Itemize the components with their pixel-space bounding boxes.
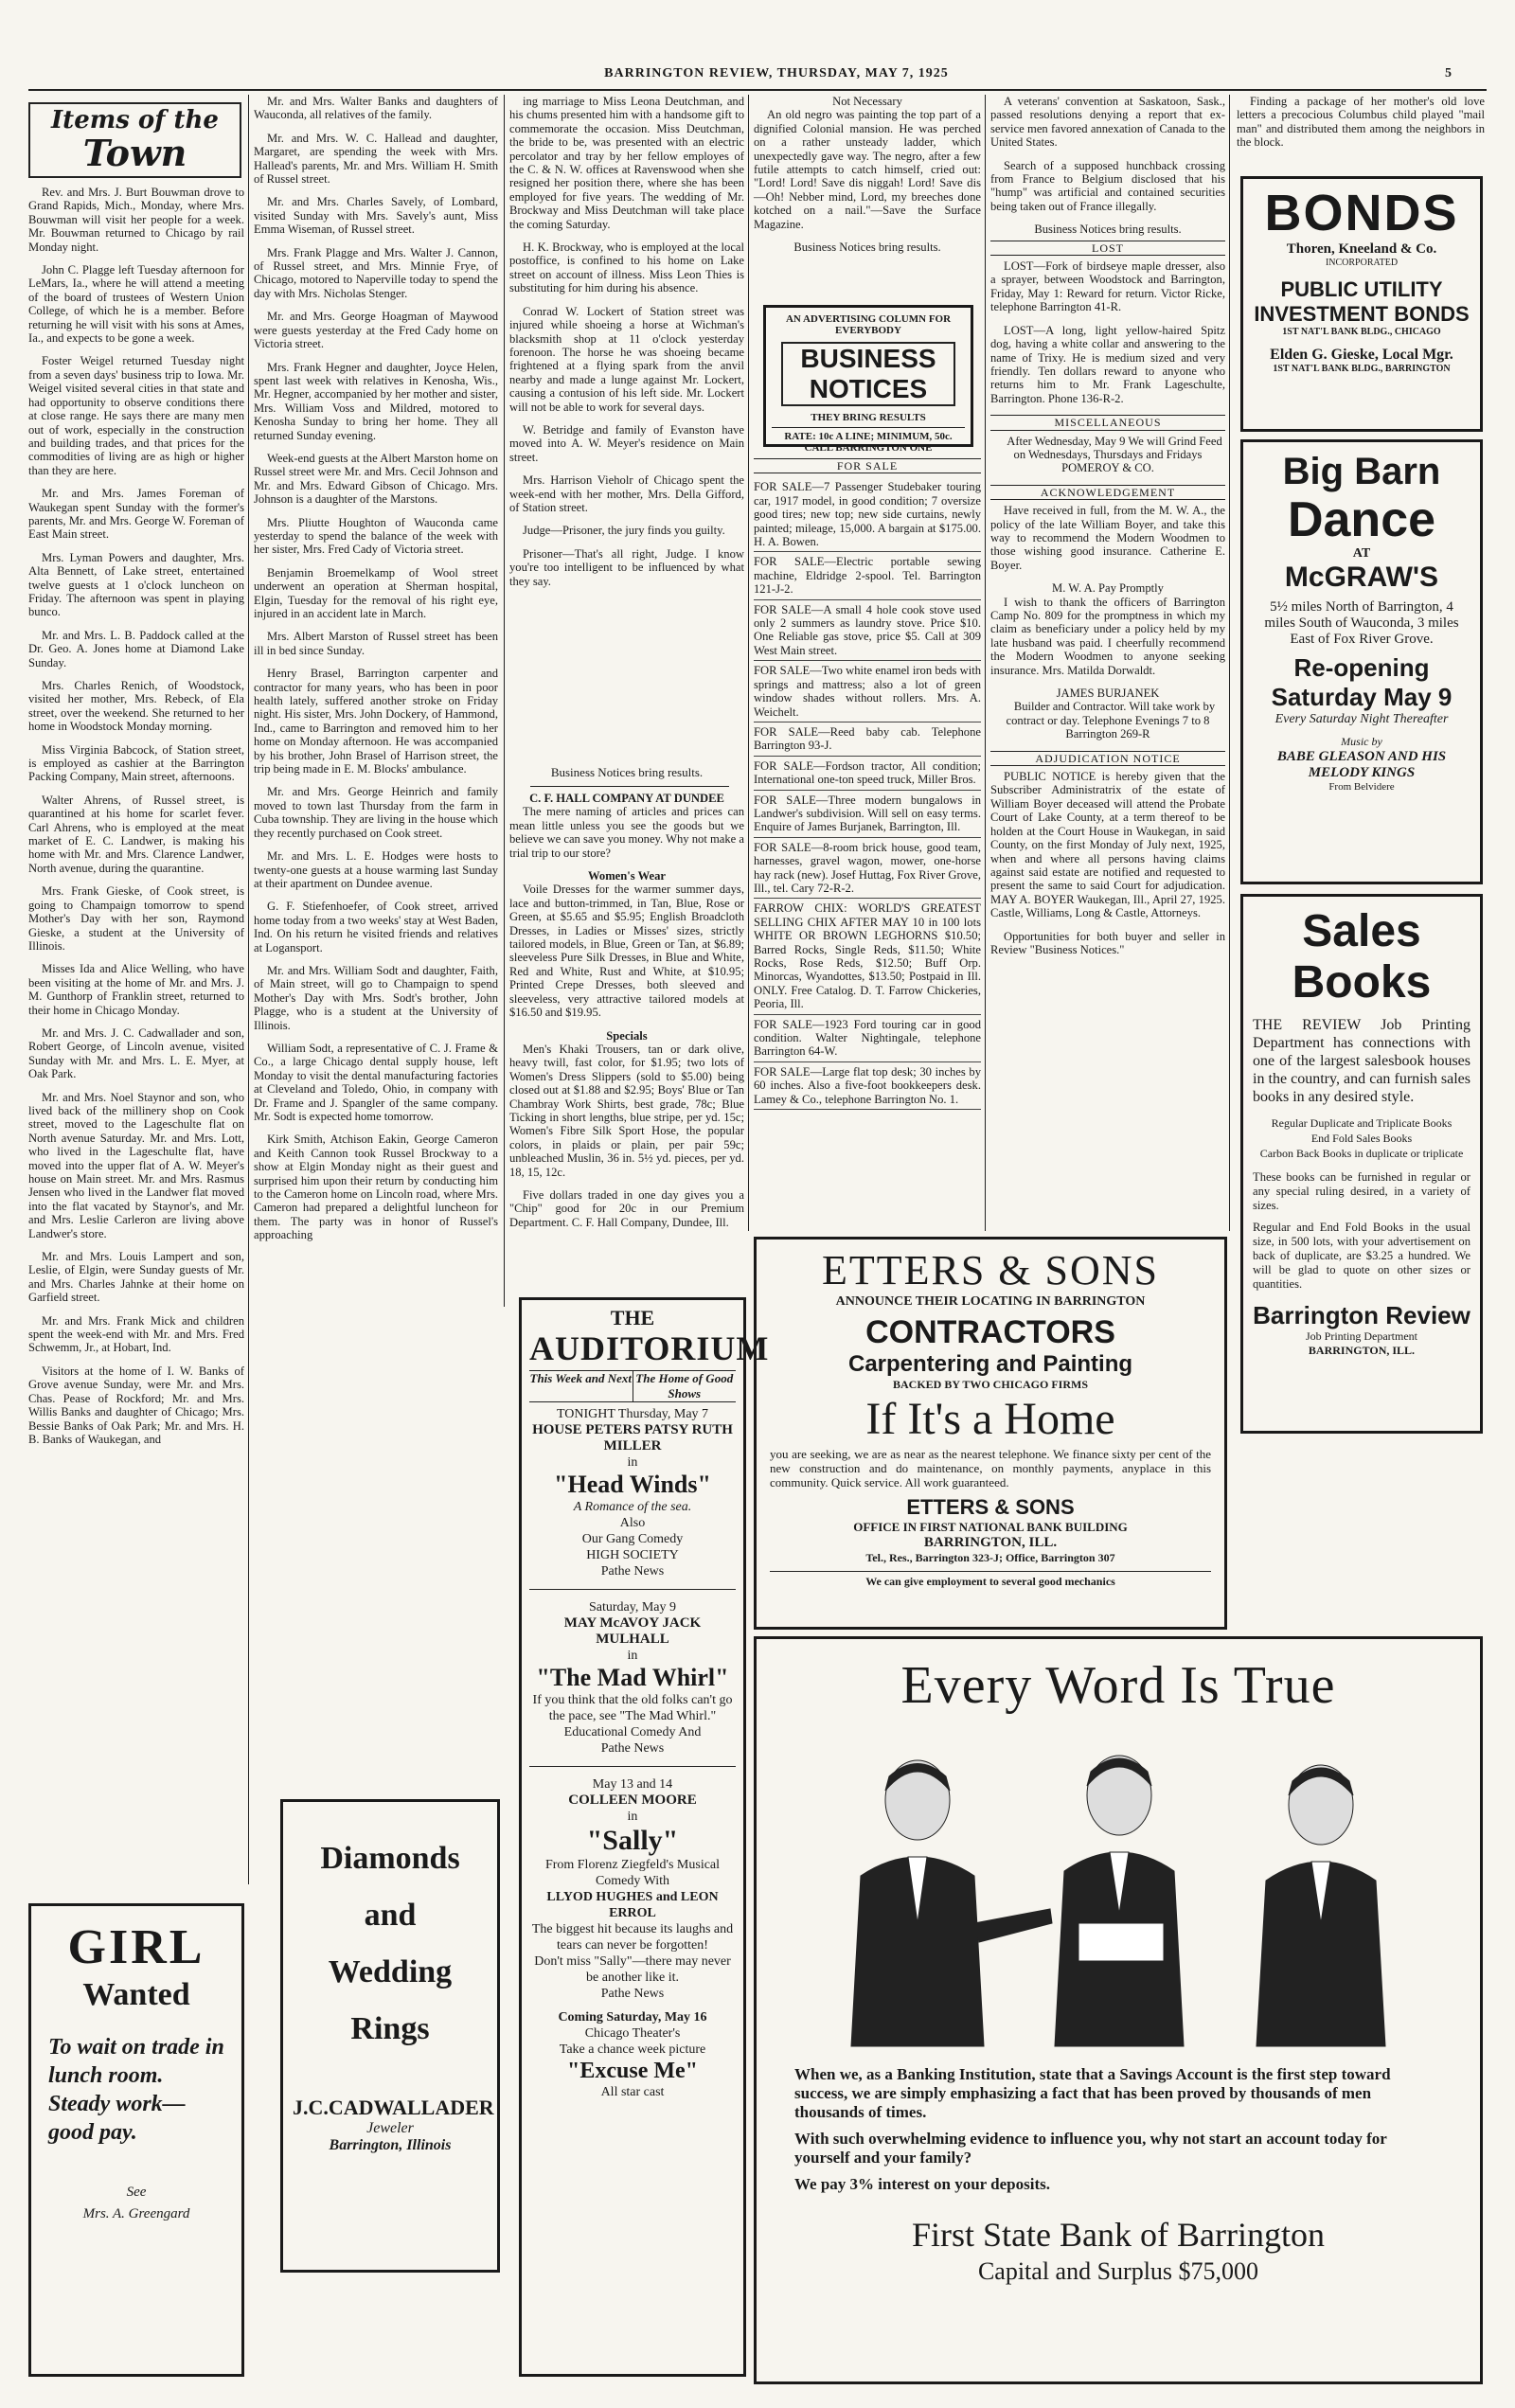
bank-p3: We pay 3% interest on your deposits. bbox=[794, 2175, 1050, 2193]
lost-item-2: LOST—A long, light yellow-haired Spitz dog, having a white collar and answering to the name of Trixy. He is medium sized and very friendly. Ten dollars reward to anyone who returns him to Mr. Frank Lageschulte, Barrington. Phone 136-R-2. bbox=[990, 323, 1225, 405]
page-number: 5 bbox=[1445, 66, 1453, 80]
specials-heading: Specials bbox=[606, 1028, 648, 1043]
town-item: John C. Plagge left Tuesday afternoon for LeMars, Ia., where he will attend a meeting of the board of trustees of Western Union College, of which he is a member. Before returning he will visit with his sons at Ames, Ia., and expects to be gone a week. bbox=[28, 263, 244, 346]
etters-announce: ANNOUNCE THEIR LOCATING IN BARRINGTON bbox=[835, 1294, 1146, 1309]
dance-line1: Big Barn bbox=[1282, 451, 1441, 492]
hall-title: C. F. HALL COMPANY AT DUNDEE bbox=[529, 792, 724, 805]
show-2-film: "The Mad Whirl" bbox=[536, 1664, 729, 1691]
burjanek-item: Builder and Contractor. Will take work by contract or day. Telephone Evenings 7 to 8 Barrington 269-R bbox=[1006, 700, 1216, 741]
col2-item: William Sodt, a representative of C. J. Frame & Co., a large Chicago dental supply house, left Monday to visit the dental manufacturing factories at Cleveland and Toledo, Ohio, in company with Dr. Frame and J. Spangler of the same company. Mr. Sodt is expected home tomorrow. bbox=[254, 1041, 498, 1123]
auditorium-tag1: This Week and Next bbox=[529, 1371, 633, 1401]
col2-item: Henry Brasel, Barrington carpenter and contractor for many years, who has been in poor health lately, suffered another stroke on Friday night. His sister, Mrs. John Dockery, of Hammond, Ind., came to Barrington and removed him to her home on Monday afternoon. He was accompanied by his brother, John Brasel of Harrison street, the trip being made in E. M. Blocks' ambulance. bbox=[254, 667, 498, 776]
hall-closing: Five dollars traded in one day gives you a "Chip" good for 20c in our Premium Department. C. F. Hall Company, Dundee, Ill. bbox=[509, 1187, 744, 1229]
etters-name2: ETTERS & SONS bbox=[906, 1495, 1075, 1519]
bonds-agent: Elden G. Gieske, Local Mgr. bbox=[1270, 347, 1453, 363]
dance-directions: 5½ miles North of Barrington, 4 miles South of Wauconda, 3 miles East of Fox River Grove. bbox=[1264, 599, 1459, 647]
dance-date: Saturday May 9 bbox=[1271, 683, 1453, 711]
show-2-desc: If you think that the old folks can't go the pace, see "The Mad Whirl." bbox=[532, 1693, 733, 1723]
for-sale-item: FOR SALE—Reed baby cab. Telephone Barrington 93-J. bbox=[754, 722, 981, 757]
bonds-title: BONDS bbox=[1264, 185, 1459, 241]
burjanek-heading: JAMES BURJANEK bbox=[1056, 687, 1160, 701]
show-3-dont: Don't miss "Sally"—there may never be another like it. bbox=[534, 1954, 731, 1985]
bonds-line1: PUBLIC UTILITY bbox=[1280, 277, 1443, 301]
ack-heading: ACKNOWLEDGEMENT bbox=[990, 485, 1225, 500]
show-2-when: Saturday, May 9 bbox=[588, 1600, 677, 1614]
for-sale-item: FOR SALE—Large flat top desk; 30 inches by 60 inches. Also a five-foot bookkeepers desk. Lamey & Co., telephone Barrington No. 1. bbox=[754, 1062, 981, 1110]
col3-item: ing marriage to Miss Leona Deutchman, and his chums presented him with a handsome gift to commemorate the occasion. Miss Deutchman, the bride to be, was presented with an electric percolator and tray by her fellow employes of the C. & N. W. offices at Ravenswood when she resigned her position there, where she has been employed for five years. The wedding of Mr. Brockway and Miss Deutchman will take place the coming Saturday. bbox=[509, 95, 744, 231]
town-item: Mr. and Mrs. L. B. Paddock called at the Dr. Geo. A. Jones home at Diamond Lake Sunday. bbox=[28, 628, 244, 669]
bonds-inc: INCORPORATED bbox=[1325, 258, 1399, 268]
bonds-address: 1ST NAT'L BANK BLDG., CHICAGO bbox=[1282, 327, 1441, 337]
dance-music: Music by bbox=[1341, 735, 1382, 748]
bonds-agent-address: 1ST NAT'L BANK BLDG., BARRINGTON bbox=[1273, 364, 1451, 374]
show-2-in: in bbox=[627, 1649, 638, 1663]
show-4-theater: Chicago Theater's bbox=[584, 2026, 681, 2041]
town-item: Mr. and Mrs. J. C. Cadwallader and son, Robert George, of Lincoln avenue, visited Sunday with Mr. and Mrs. L. E. Myer, at Oak Park. bbox=[28, 1026, 244, 1081]
show-3-cast: LLYOD HUGHES and LEON ERROL bbox=[546, 1890, 719, 1920]
ad-line-1: AN ADVERTISING COLUMN FOR EVERYBODY bbox=[785, 313, 952, 336]
adjudication-item: PUBLIC NOTICE is hereby given that the Subscriber Administratrix of the estate of William Boyer deceased will attend the Probate Court of Lake County, at a term thereof to be holden at the Court House in Waukegan, in said County, on the first Monday of July next, 1925, when and where all persons having claims against said estate are notified and requested to present the same to said Court for adjudication. MAY A. BOYER Waukegan, Ill., April 27, 1925. Castle, Williams, Long & Castle, Attorneys. bbox=[990, 770, 1225, 920]
col2-item: Mr. and Mrs. George Hoagman of Maywood were guests yesterday at the Fred Cady home on Victoria street. bbox=[254, 310, 498, 351]
etters-ad bbox=[754, 1237, 1227, 1630]
etters-tel: Tel., Res., Barrington 323-J; Office, Barrington 307 bbox=[865, 1551, 1115, 1564]
show-2 bbox=[529, 1599, 736, 1757]
hunchback-item: Search of a supposed hunchback crossing from France to Belgium disclosed that his "hump" was artificial and contained securities being taken out of France illegally. bbox=[990, 158, 1225, 213]
town-heading-line2: Town bbox=[82, 132, 187, 174]
girl-body: To wait on trade in lunch room. Steady work—good pay. bbox=[48, 2035, 224, 2145]
col2-item: Mrs. Frank Hegner and daughter, Joyce Helen, spent last week with relatives in Kenosha, Wis., Mr. Hegner, accompanied by her mother and sister, Mrs. William Voss and Mildred, motored to Kenosha Sunday to bring her home. They all returned Sunday evening. bbox=[254, 360, 498, 442]
town-item: Walter Ahrens, of Russel street, is quarantined at his home for scarlet fever. Carl Ahrens, who is employed at the meat market of E. C. Landwer, is making his home with Mr. and Mrs. Clarence Landwer, North avenue, during the quarantine. bbox=[28, 793, 244, 875]
for-sale-item: FOR SALE—Two white enamel iron beds with springs and mattress; also a lot of green window shades without rollers. Mrs. A. Weichelt. bbox=[754, 661, 981, 722]
masthead-title: BARRINGTON REVIEW, THURSDAY, MAY 7, 1925 bbox=[604, 66, 949, 80]
for-sale-item: FOR SALE—Fordson tractor, All condition; International one-ton speed truck, Miller Bros. bbox=[754, 757, 981, 791]
auditorium-tag2: The Home of Good Shows bbox=[635, 1371, 734, 1400]
sales-city: BARRINGTON, ILL. bbox=[1308, 1344, 1416, 1357]
town-item: Foster Weigel returned Tuesday night from a seven days' business trip to Iowa. Mr. Weigel visited several cities in that state and had opportunity to observe conditions there at close range. He says there are many men out of work, especially in the construction and building trades, and that prices for the commodities of living are as high or higher than they are here. bbox=[28, 354, 244, 477]
show-1-in: in bbox=[627, 1455, 638, 1470]
column-4-top bbox=[754, 95, 981, 298]
opportunities-note: Opportunities for both buyer and seller in Review "Business Notices." bbox=[990, 929, 1225, 956]
hall-womens-body: Voile Dresses for the warmer summer days, lace and button-trimmed, in Tan, Blue, Rose or Green, at $5.65 and $5.95; English Broadcloth Dresses, in Ladies or Misses' sizes, strictly tailored models, in Blue, Green or Tan, at $6.89; sleeveless Pure Silk Dresses, in Blue and White, Red and White, Rust and White, at $10.95; Printed Crepe Dresses, both sleeved and sleeveless, very attractive tailored models at $16.50 and $19.95. bbox=[509, 883, 744, 1020]
town-item: Misses Ida and Alice Welling, who have been visiting at the home of Mr. and Mrs. J. M. Gunthorp of Franklin street, returned to their home in Chicago Monday. bbox=[28, 962, 244, 1017]
adjudication-heading: ADJUDICATION NOTICE bbox=[990, 751, 1225, 766]
jeweler-role: Jeweler bbox=[366, 2120, 414, 2136]
town-item: Mr. and Mrs. James Foreman of Waukegan spent Sunday with the former's parents, Mr. and Mrs. George W. Foreman of East Main street. bbox=[28, 487, 244, 542]
diamonds-ad bbox=[280, 1799, 500, 2273]
business-notices-note-3: Business Notices bring results. bbox=[1034, 223, 1182, 237]
sales-line2: Books bbox=[1292, 957, 1432, 1008]
auditorium-name: AUDITORIUM bbox=[529, 1329, 770, 1367]
col2-item: Mr. and Mrs. George Heinrich and family moved to town last Thursday from the farm in Cuba township. They are living in the house which they recently purchased on Cook street. bbox=[254, 785, 498, 840]
col2-item: Mrs. Pliutte Houghton of Wauconda came yesterday to spend the balance of the week with her sister, Mrs. Fred Cady of Victoria street. bbox=[254, 515, 498, 557]
sales-line1: Sales bbox=[1302, 906, 1421, 956]
diamonds-line3: Wedding bbox=[328, 1954, 453, 1989]
town-item: Mr. and Mrs. Louis Lampert and son, Leslie, of Elgin, were Sunday guests of Mr. and Mrs. Charles Jahnke at their home on Garfield street. bbox=[28, 1250, 244, 1305]
town-item: Miss Virginia Babcock, of Station street, is employed as cashier at the Barrington Packing Company, Main street, afternoons. bbox=[28, 742, 244, 784]
hall-company-ad bbox=[509, 792, 744, 1303]
veterans-item: A veterans' convention at Saskatoon, Sask., passed resolutions denying a report that ex-service men favored annexation of Canada to the United States. bbox=[990, 95, 1225, 150]
etters-backed: BACKED BY TWO CHICAGO FIRMS bbox=[892, 1378, 1089, 1391]
bonds-ad bbox=[1240, 176, 1483, 432]
etters-body: you are seeking, we are as near as the nearest telephone. We finance sixty per cent of the new construction and do maintenance, on monthly payments, anyplace in this community. Quick service. All work guaranteed. bbox=[770, 1447, 1211, 1489]
town-item: Visitors at the home of I. W. Banks of Grove avenue Sunday, were Mr. and Mrs. Chas. Pease of Rockford; Mr. and Mrs. Willis Banks and daughter of Chicago; Mrs. Bessie Banks of Oak Park; Mr. and Mrs. H. B. Banks of Waukegan, and bbox=[28, 1364, 244, 1446]
col2-item: Mr. and Mrs. Walter Banks and daughters of Wauconda, all relatives of the family. bbox=[254, 95, 498, 122]
diamonds-line4: Rings bbox=[350, 2011, 430, 2046]
town-news-column bbox=[28, 186, 244, 1895]
column-5 bbox=[990, 95, 1225, 1236]
sales-dept: Job Printing Department bbox=[1306, 1329, 1417, 1343]
show-3-star: COLLEEN MOORE bbox=[568, 1793, 697, 1808]
col3-item: W. Betridge and family of Evanston have moved into A. W. Meyer's residence on Main street. bbox=[509, 422, 744, 464]
dance-every: Every Saturday Night Thereafter bbox=[1274, 712, 1449, 726]
col2-item: Mr. and Mrs. Charles Savely, of Lombard, visited Sunday with Mrs. Savely's aunt, Miss Emma Wiseman, of Russel street. bbox=[254, 195, 498, 237]
misc-heading: MISCELLANEOUS bbox=[990, 415, 1225, 430]
mwa-heading: M. W. A. Pay Promptly bbox=[1052, 581, 1164, 596]
town-item: Rev. and Mrs. J. Burt Bouwman drove to Grand Rapids, Mich., Monday, where Mrs. Bouwman will visit her people for a week. Mr. Bouwman returned to Chicago by rail Monday night. bbox=[28, 186, 244, 254]
sales-p3: Regular and End Fold Books in the usual size, in 500 lots, with your advertisement on back of duplicate, are $3.25 a hundred. We will be glad to quote on other sizes or quantities. bbox=[1253, 1221, 1470, 1291]
col2-item: Mr. and Mrs. W. C. Hallead and daughter, Margaret, are spending the week with Mrs. Hallead's parents, Mr. and Mrs. William H. Smith of Russel street. bbox=[254, 131, 498, 187]
show-1-film: "Head Winds" bbox=[554, 1471, 711, 1498]
womens-wear-heading: Women's Wear bbox=[588, 869, 666, 883]
etters-title: ETTERS & SONS bbox=[821, 1247, 1160, 1293]
sales-kind: End Fold Sales Books bbox=[1310, 1132, 1413, 1145]
not-necessary-heading: Not Necessary bbox=[832, 95, 902, 108]
hall-specials-body: Men's Khaki Trousers, tan or dark olive, heavy twill, fast color, for $1.95; two lots of Women's Dress Slippers (sold to $5.00) being closed out at $1.88 and $2.95; Boys' Blue or Tan Chambray Work Shirts, best grade, 78c; Blue Ticking in short lengths, blue stripe, per yd. 15c; Women's Fibre Silk Sport Hose, the popular colors, in plaids or plain, per pair 59c; unbleached Muslin, 36 in. 5½ yd. pieces, per yd. 18, 15, 12c. bbox=[509, 1042, 744, 1179]
show-2-stars: MAY McAVOY JACK MULHALL bbox=[563, 1615, 702, 1647]
show-1-desc: A Romance of the sea. bbox=[573, 1500, 692, 1514]
dance-from: From Belvidere bbox=[1328, 781, 1395, 793]
town-item: Mrs. Lyman Powers and daughter, Mrs. Alta Bennett, of Lake street, entertained twelve guests at 1 o'clock luncheon on Friday. The afternoon was spent in playing bunco. bbox=[28, 550, 244, 619]
ack-item: Have received in full, from the M. W. A., the policy of the late William Boyer, and take this way to recommend the Modern Woodmen to those wishing good insurance. Catherine E. Boyer. bbox=[990, 504, 1225, 572]
for-sale-listings bbox=[754, 455, 981, 1240]
town-item: Mr. and Mrs. Frank Mick and children spent the week-end with Mr. and Mrs. Fred Schwemm, Jr., at Hobart, Ind. bbox=[28, 1313, 244, 1355]
package-story: Finding a package of her mother's old love letters a precocious Columbus child played "mail man" and distributed them among the neighbors in the block. bbox=[1237, 95, 1485, 150]
girl-see: See bbox=[126, 2185, 147, 2200]
diamonds-line1: Diamonds bbox=[320, 1841, 460, 1876]
business-notices-header-box bbox=[763, 305, 973, 454]
wanted-title: Wanted bbox=[82, 1977, 190, 2012]
package-item bbox=[1237, 95, 1485, 170]
dance-venue: McGRAW'S bbox=[1284, 562, 1439, 593]
old-negro-story: An old negro was painting the top part of a dignified Colonial mansion. He was perched on a rather unsteady ladder, which unexpectedly gave way. The negro, after a few futile attempts to catch himself, cried out: "Lord! Lord! Save dis niggah! Lord! Save dis—Oh! Nebber mind, Lord, my breeches done kotched on a nail."—Save the Surface Magazine. bbox=[754, 108, 981, 231]
etters-employment: We can give employment to several good mechanics bbox=[770, 1571, 1211, 1589]
ad-line-2: THEY BRING RESULTS bbox=[811, 412, 926, 423]
sales-books-ad bbox=[1240, 894, 1483, 1434]
show-3-film: "Sally" bbox=[586, 1825, 679, 1856]
dance-band: BABE GLEASON AND HIS MELODY KINGS bbox=[1276, 749, 1447, 780]
hall-intro: The mere naming of articles and prices can mean little unless you see the goods but we believe we can save you money. Why not make a trial trip to our store? bbox=[509, 805, 744, 860]
auditorium-ad bbox=[519, 1297, 770, 2377]
dance-reopen: Re-opening bbox=[1293, 653, 1430, 682]
show-1 bbox=[529, 1406, 736, 1579]
for-sale-item: FOR SALE—A small 4 hole cook stove used only 2 summers as laundry stove. Price $10. One Reliable gas stove, price $5. Call at 309 West Main street. bbox=[754, 600, 981, 662]
show-1-also: Also bbox=[619, 1516, 646, 1530]
show-1-extra: HIGH SOCIETY bbox=[586, 1548, 679, 1562]
show-4 bbox=[529, 2009, 736, 2100]
jeweler-name: J.C.CADWALLADER bbox=[293, 2096, 494, 2119]
town-item: Mrs. Frank Gieske, of Cook street, is going to Champaign tomorrow to spend Mother's Day with her son, Raymond Gieske, a student at the University of Illinois. bbox=[28, 884, 244, 953]
show-3 bbox=[529, 1776, 736, 2002]
show-3-desc: From Florenz Ziegfeld's Musical Comedy With bbox=[544, 1858, 721, 1888]
etters-office: OFFICE IN FIRST NATIONAL BANK BUILDING bbox=[853, 1520, 1128, 1534]
bank-capital: Capital and Surplus $75,000 bbox=[977, 2257, 1259, 2285]
show-3-news: Pathe News bbox=[600, 1987, 665, 2001]
bonds-firm: Thoren, Kneeland & Co. bbox=[1286, 241, 1437, 257]
col2-item: Mr. and Mrs. L. E. Hodges were hosts to twenty-one guests at a house warming last Sunday at their apartment on Dundee avenue. bbox=[254, 849, 498, 890]
etters-carp: Carpentering and Painting bbox=[847, 1351, 1133, 1377]
etters-city: BARRINGTON, ILL. bbox=[923, 1535, 1058, 1550]
items-of-the-town-heading bbox=[28, 102, 241, 178]
sales-body: THE REVIEW Job Printing Department has connections with one of the largest salesbook houses in the country, and can furnish sales books in any desired style. bbox=[1253, 1017, 1470, 1105]
show-1-stars: HOUSE PETERS PATSY RUTH MILLER bbox=[532, 1422, 733, 1454]
show-2-comedy: Educational Comedy And bbox=[563, 1725, 702, 1739]
jeweler-city: Barrington, Illinois bbox=[329, 2137, 452, 2153]
col2-item: Benjamin Broemelkamp of Wool street underwent an operation at Sherman hospital, Elgin, Tuesday for the removal of his right eye, injured in an accident late in March. bbox=[254, 565, 498, 620]
show-4-film: "Excuse Me" bbox=[567, 2059, 698, 2083]
bonds-line2: INVESTMENT BONDS bbox=[1254, 302, 1470, 326]
lost-heading: LOST bbox=[990, 241, 1225, 256]
show-1-comedy: Our Gang Comedy bbox=[581, 1532, 684, 1546]
col3-item: Prisoner—That's all right, Judge. I know you're too intelligent to be influenced by what they say. bbox=[509, 546, 744, 588]
col2-item: Mrs. Albert Marston of Russel street has been ill in bed since Sunday. bbox=[254, 630, 498, 657]
col3-item: Judge—Prisoner, the jury finds you guilty. bbox=[523, 524, 725, 538]
col3-item: Mrs. Harrison Vieholr of Chicago spent the week-end with her mother, Mrs. Della Gifford, of Station street. bbox=[509, 473, 744, 514]
dance-line2: Dance bbox=[1287, 492, 1436, 547]
show-3-when: May 13 and 14 bbox=[592, 1777, 673, 1792]
town-heading-line1: Items of the bbox=[51, 106, 219, 134]
show-4-when: Coming Saturday, May 16 bbox=[558, 2010, 707, 2025]
etters-contractors: CONTRACTORS bbox=[865, 1314, 1115, 1350]
for-sale-item: FOR SALE—1923 Ford touring car in good condition. Walter Nightingale, telephone Barrington 64-W. bbox=[754, 1015, 981, 1062]
etters-home: If It's a Home bbox=[865, 1394, 1115, 1444]
show-3-in: in bbox=[627, 1810, 638, 1824]
for-sale-item: FOR SALE—8-room brick house, good team, harnesses, gravel wagon, mower, one-horse hay rack (new). Josef Huttag, Fox River Grove, Ill., tel. Cary 72-R-2. bbox=[754, 838, 981, 900]
business-notices-note-1: Business Notices bring results. bbox=[550, 765, 704, 779]
bank-p1: When we, as a Banking Institution, state that a Savings Account is the first step toward success, we are simply emphasizing a fact that has been proved by thousands of men thousands of times. bbox=[794, 2065, 1391, 2121]
show-1-when: TONIGHT Thursday, May 7 bbox=[556, 1407, 709, 1421]
diamonds-line2: and bbox=[364, 1898, 417, 1933]
show-4-take: Take a chance week picture bbox=[559, 2042, 706, 2057]
show-2-news: Pathe News bbox=[600, 1741, 665, 1756]
girl-contact: Mrs. A. Greengard bbox=[82, 2206, 190, 2221]
sales-kind: Carbon Back Books in duplicate or triplicate bbox=[1259, 1147, 1464, 1160]
lost-item-1: LOST—Fork of birdseye maple dresser, also a sprayer, between Woodstock and Barrington, Friday, May 1: Reward for return. Victor Ricke, telephone Barrington 41-R. bbox=[990, 259, 1225, 314]
show-1-news: Pathe News bbox=[600, 1564, 665, 1579]
town-item: Mrs. Charles Renich, of Woodstock, visited her mother, Mrs. Rebeck, of Ela street, over the weekend. She returned to her home in Woodstock Monday morning. bbox=[28, 679, 244, 734]
col2-item: Mr. and Mrs. William Sodt and daughter, Faith, of Main street, will go to Champaign to spend Mother's Day with Mrs. Sodt's brother, John Plagge, who is a student at the University of Illinois. bbox=[254, 963, 498, 1032]
ad-rate: RATE: 10c A LINE; MINIMUM, 50c. CALL BARRINGTON ONE bbox=[772, 427, 965, 454]
sales-p2: These books can be furnished in regular or any special ruling desired, in a variety of sizes. bbox=[1253, 1170, 1470, 1212]
sales-kind: Regular Duplicate and Triplicate Books bbox=[1271, 1116, 1453, 1130]
bank-p2: With such overwhelming evidence to influence you, why not start an account today for yourself and your family? bbox=[794, 2130, 1387, 2167]
col3-item: H. K. Brockway, who is employed at the local postoffice, is confined to his home on Lake street on account of illness. Miss Leon Thies is substituting for him during his absence. bbox=[509, 241, 744, 295]
three-men-illustration bbox=[794, 1734, 1444, 2046]
col2-item: G. F. Stiefenhoefer, of Cook street, arrived home today from a two weeks' stay at West Baden, Ind. On his return he visited friends and relatives at Logansport. bbox=[254, 900, 498, 954]
bank-ad bbox=[754, 1636, 1483, 2384]
sales-kinds-list bbox=[1253, 1115, 1470, 1161]
for-sale-item: FOR SALE—Three modern bungalows in Landwer's subdivision. Will sell on easy terms. Enquire of James Burjanek, Barrington, Ill. bbox=[754, 791, 981, 838]
dance-at: AT bbox=[1352, 546, 1371, 561]
show-3-blurb: The biggest hit because its laughs and tears can never be forgotten! bbox=[531, 1922, 734, 1953]
for-sale-item: FOR SALE—Electric portable sewing machine, Eldridge 2-spool. Tel. Barrington 121-J-2. bbox=[754, 552, 981, 599]
for-sale-heading: FOR SALE bbox=[754, 458, 981, 473]
girl-title: GIRL bbox=[67, 1920, 205, 1974]
bank-headline: Every Word Is True bbox=[900, 1656, 1336, 1715]
town-item: Mr. and Mrs. Noel Staynor and son, who lived back of the millinery shop on Cook street, moved to the Lageschulte flat on North avenue Saturday. Mr. and Mrs. Lott, who lived in the Lageschulte flat, have moved into the upper flat of A. W. Meyer's house on Main street. Mr. and Mrs. Rasmus Jensen who lived in the Landwer flat moved into the flat vacated by Staynor's, and Mr. and Mrs. Leslie Carleron are living above Landwer's store. bbox=[28, 1090, 244, 1240]
sales-brand: Barrington Review bbox=[1253, 1301, 1470, 1329]
column-2-news bbox=[254, 95, 498, 1790]
show-4-cast: All star cast bbox=[600, 2085, 665, 2099]
barn-dance-ad bbox=[1240, 439, 1483, 884]
misc-item: After Wednesday, May 9 We will Grind Feed on Wednesdays, Thursdays and Fridays POMEROY & CO. bbox=[1007, 434, 1222, 475]
column-3-news bbox=[509, 95, 744, 762]
business-notices-note-2: Business Notices bring results. bbox=[793, 241, 941, 255]
bank-name: First State Bank of Barrington bbox=[912, 2216, 1325, 2254]
auditorium-the: THE bbox=[610, 1306, 655, 1329]
col2-item: Week-end guests at the Albert Marston home on Russel street were Mr. and Mrs. Cecil Johnson and Mr. and Mrs. Edward Gibson of Chicago. Mrs. Johnson is a daughter of the Marstons. bbox=[254, 451, 498, 507]
col2-item: Kirk Smith, Atchison Eakin, George Cameron and Keith Cannon took Russel Brockway to a show at Elgin Monday night as their guest and surprised him upon their return by conducting him to the Cameron home on Lincoln road, where Mrs. Cameron had prepared a delightful luncheon for them. The party was in honor of Russel's approaching bbox=[254, 1133, 498, 1242]
for-sale-item: FOR SALE—7 Passenger Studebaker touring car, 1917 model, in good condition; 7 oversize good tires; new top; new side curtains, newly painted; mileage, 15,000. A bargain at $175.00. H. A. Bowen. bbox=[754, 477, 981, 552]
col2-item: Mrs. Frank Plagge and Mrs. Walter J. Cannon, of Russel street, and Mrs. Minnie Frye, of Chicago, motored to Naperville today to spend the day with Mrs. Nicholas Stenger. bbox=[254, 245, 498, 300]
mwa-item: I wish to thank the officers of Barrington Camp No. 809 for the promptness in which my claim as beneficiary under a policy held by my late husband was paid. I cheerfully recommend the Modern Woodmen to anyone seeking insurance. Mrs. Matilda Dorwaldt. bbox=[990, 595, 1225, 677]
business-notices-title: BUSINESS NOTICES bbox=[781, 342, 955, 406]
col3-item: Conrad W. Lockert of Station street was injured while shoeing a horse at Wichman's blacksmith shop at 11 o'clock yesterday forenoon. The horse he was shoeing became frightened at a flying spark from the anvil nearby and made a lunge against Mr. Lockert, causing a contusion of his left side. Mr. Lockert will not be able to work for several days. bbox=[509, 304, 744, 414]
girl-wanted-ad bbox=[28, 1903, 244, 2377]
for-sale-item: FARROW CHIX: WORLD'S GREATEST SELLING CHIX AFTER MAY 10 in 100 lots WHITE OR BROWN LEGHORNS $10.50; Barred Rocks, Single Reds, $11.50; White Rocks, Rose Reds, $12.50; Buff Orp. Minorcas, Wyandottes, $13.50; Postpaid in Ill. ONLY. Free Catalog. D. T. Farrow Chickeries, Peoria, Ill. bbox=[754, 899, 981, 1014]
